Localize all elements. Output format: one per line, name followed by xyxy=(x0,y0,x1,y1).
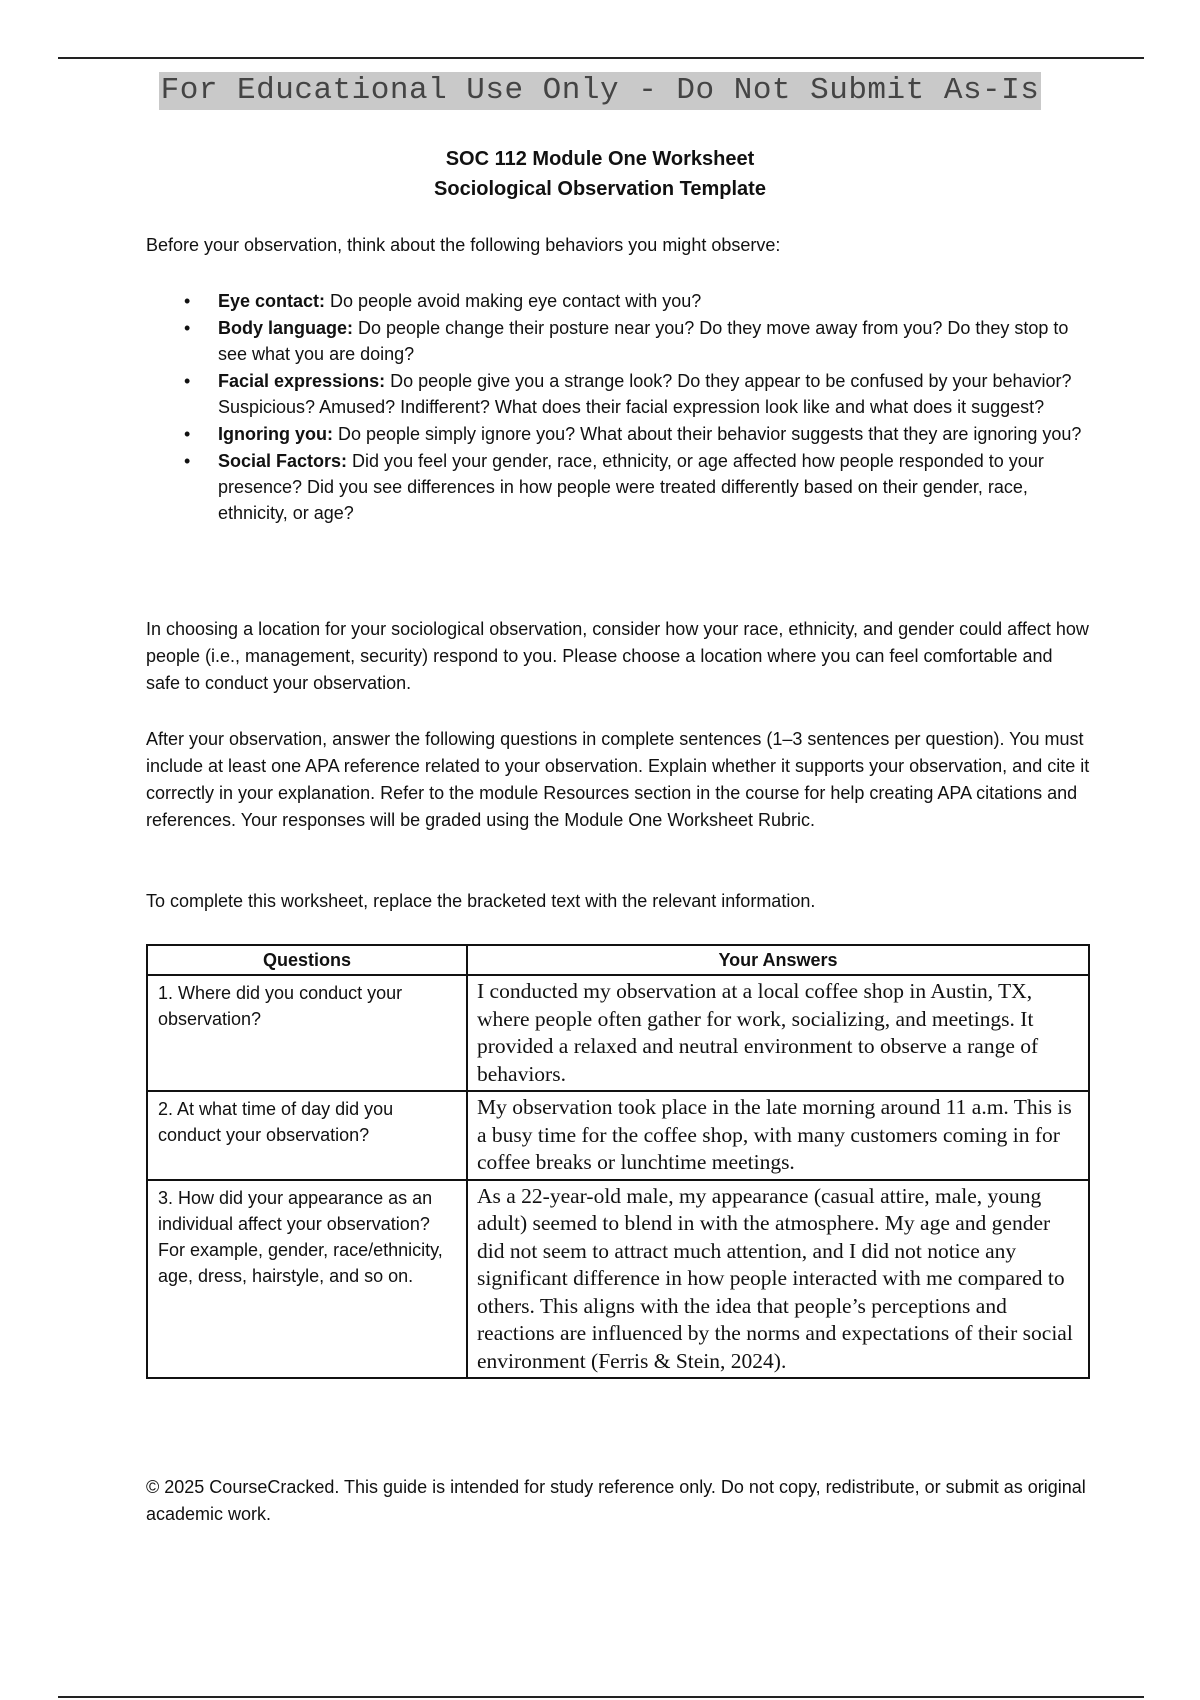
bullet-icon: • xyxy=(184,424,191,444)
answer-cell: I conducted my observation at a local coffee shop in Austin, TX, where people often gather for work, socializing, and meetings. It provided a relaxed and neutral environment to observe a range of behaviors. xyxy=(467,975,1089,1091)
bullet-text: Do people change their posture near you? Do they move away from you? Do they stop to see what you are doing? xyxy=(218,318,1069,364)
copyright-notice: © 2025 CourseCracked. This guide is intended for study reference only. Do not copy, redistribute, or submit as original academic work. xyxy=(146,1477,1086,1524)
questions-header: Questions xyxy=(147,945,467,975)
bullet-text: Did you feel your gender, race, ethnicity, or age affected how people responded to your presence? Did you see differences in how people were treated differently based on their gender, race, ethnicity, or age? xyxy=(218,451,1044,523)
list-item xyxy=(146,368,1090,420)
bullet-label: Body language: xyxy=(218,318,354,338)
question-cell: 3. How did your appearance as an individual affect your observation? For example, gender, race/ethnicity, age, dress, hairstyle, and so on. xyxy=(147,1180,467,1379)
list-item xyxy=(146,448,1090,526)
table-row xyxy=(147,1091,1089,1180)
table-row xyxy=(147,1180,1089,1379)
bullet-text: Do people simply ignore you? What about their behavior suggests that they are ignoring you? xyxy=(332,424,1082,444)
list-item xyxy=(146,315,1090,367)
question-cell: 2. At what time of day did you conduct your observation? xyxy=(147,1091,467,1180)
bullet-icon: • xyxy=(184,291,191,311)
list-item xyxy=(146,421,1090,447)
behavior-list xyxy=(146,288,1090,527)
bullet-text: Do people avoid making eye contact with you? xyxy=(325,291,702,311)
answers-header: Your Answers xyxy=(467,945,1089,975)
instructions-paragraph: After your observation, answer the following questions in complete sentences (1–3 sentences per question). You must include at least one APA reference related to your observation. Explain whether it supports your observation, and cite it correctly in your explanation. Refer to the module Resources section in the course for help creating APA citations and references. Your responses will be graded using the Module One Worksheet Rubric. xyxy=(146,729,1090,830)
page-title: SOC 112 Module One Worksheet xyxy=(445,148,755,170)
list-item xyxy=(146,288,1090,314)
top-rule xyxy=(58,57,1144,59)
watermark-banner xyxy=(0,72,1200,110)
answer-cell: As a 22-year-old male, my appearance (casual attire, male, young adult) seemed to blend in with the atmosphere. My age and gender did not seem to attract much attention, and I did not notice any significant difference in how people interacted with me compared to others. This aligns with the idea that people’s perceptions and reactions are influenced by the norms and expectations of their social environment (Ferris & Stein, 2024). xyxy=(467,1180,1089,1379)
bullet-label: Facial expressions: xyxy=(218,371,386,391)
bottom-rule xyxy=(58,1696,1144,1698)
bullet-label: Social Factors: xyxy=(218,451,348,471)
bullet-label: Ignoring you: xyxy=(218,424,333,444)
table-row xyxy=(147,975,1089,1091)
bullet-icon: • xyxy=(184,318,191,338)
intro-text: Before your observation, think about the following behaviors you might observe: xyxy=(146,235,781,255)
table-header-row xyxy=(147,945,1089,975)
location-paragraph: In choosing a location for your sociological observation, consider how your race, ethnicity, and gender could affect how people (i.e., management, security) respond to you. Please choose a location where you can feel comfortable and safe to conduct your observation. xyxy=(146,619,1089,693)
bullet-label: Eye contact: xyxy=(218,291,326,311)
answer-cell: My observation took place in the late morning around 11 a.m. This is a busy time for the coffee shop, with many customers coming in for coffee breaks or lunchtime meetings. xyxy=(467,1091,1089,1180)
question-cell: 1. Where did you conduct your observation? xyxy=(147,975,467,1091)
bullet-icon: • xyxy=(184,371,191,391)
bullet-text: Do people give you a strange look? Do they appear to be confused by your behavior? Suspicious? Amused? Indifferent? What does their facial expression look like and what does it suggest? xyxy=(218,371,1072,417)
bullet-icon: • xyxy=(184,451,191,471)
qa-table xyxy=(146,944,1090,1379)
completion-instruction: To complete this worksheet, replace the bracketed text with the relevant information. xyxy=(146,891,816,911)
watermark-text: For Educational Use Only - Do Not Submit As-Is xyxy=(160,73,1040,108)
page-subtitle: Sociological Observation Template xyxy=(434,178,766,200)
